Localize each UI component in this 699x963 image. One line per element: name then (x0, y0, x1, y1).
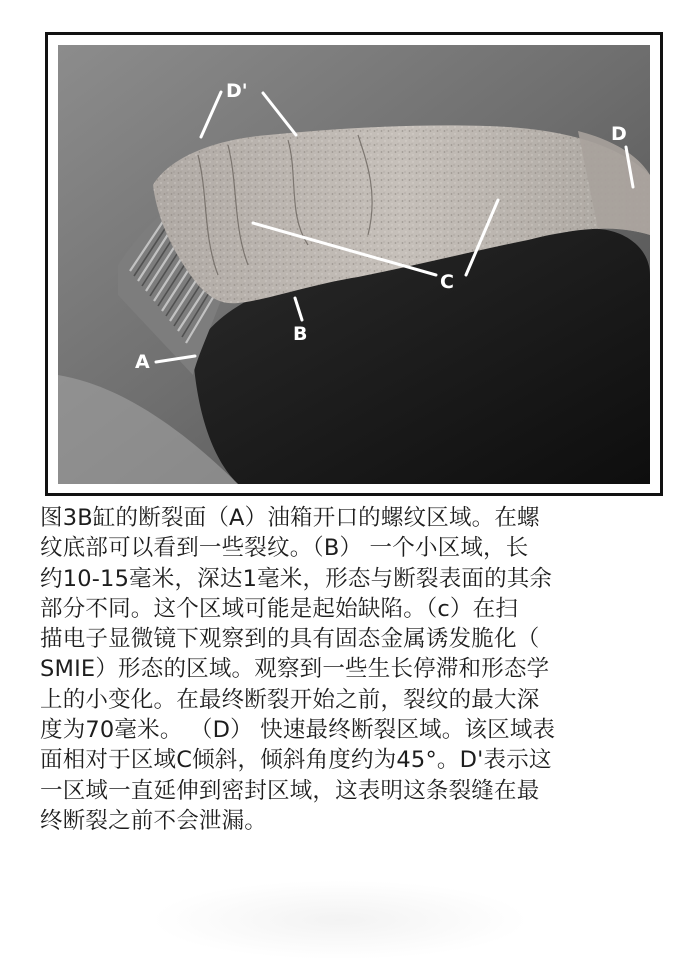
caption-line: 度为70毫米。 （D） 快速最终断裂区域。该区域表 (40, 717, 556, 744)
label-d-prime: D' (226, 80, 248, 102)
caption-line: SMIE）形态的区域。观察到一些生长停滞和形态学 (40, 656, 550, 683)
caption-line: 约10-15毫米，深达1毫米，形态与断裂表面的其余 (40, 565, 553, 592)
bottom-shading (150, 880, 530, 960)
caption-line: 终断裂之前不会泄漏。 (40, 807, 268, 834)
caption-line: 图3B缸的断裂面（A）油箱开口的螺纹区域。在螺 (40, 505, 540, 531)
label-b: B (293, 323, 308, 345)
figure-frame (45, 32, 663, 496)
label-d: D (611, 123, 627, 145)
caption-line: 面相对于区域C倾斜，倾斜角度约为45°。D'表示这 (40, 747, 552, 774)
caption-line: 部分不同。这个区域可能是起始缺陷。（c）在扫 (40, 595, 519, 622)
figure-caption (40, 503, 665, 836)
caption-line: 纹底部可以看到一些裂纹。（B） 一个小区域，长 (40, 535, 529, 562)
label-a: A (135, 351, 150, 373)
caption-line: 上的小变化。在最终断裂开始之前，裂纹的最大深 (40, 686, 540, 713)
caption-line: 一区域一直延伸到密封区域，这表明这条裂缝在最 (40, 777, 540, 804)
caption-line: 描电子显微镜下观察到的具有固态金属诱发脆化（ (40, 626, 540, 653)
fracture-photo (58, 45, 650, 484)
label-c: C (440, 271, 454, 293)
